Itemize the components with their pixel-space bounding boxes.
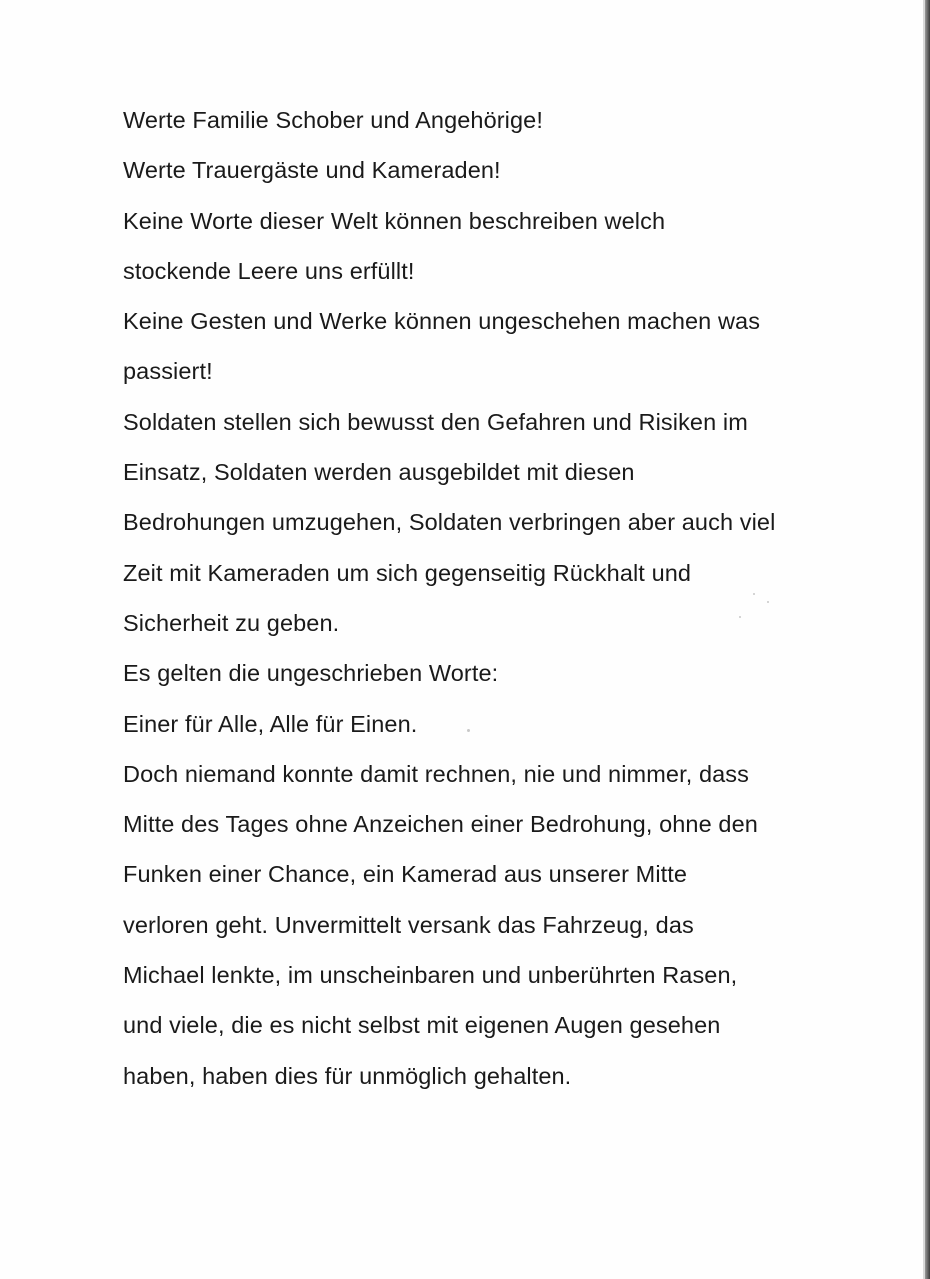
- text-line: haben, haben dies für unmöglich gehalten.: [123, 1062, 572, 1089]
- text-line: Zeit mit Kameraden um sich gegenseitig Rückhalt und: [123, 559, 692, 586]
- text-line: Doch niemand konnte damit rechnen, nie und nimmer, dass: [123, 760, 749, 787]
- scan-speck: [753, 593, 755, 595]
- text-line: Werte Familie Schober und Angehörige!: [123, 107, 543, 133]
- text-line: Michael lenkte, im unscheinbaren und unberührten Rasen,: [123, 962, 738, 989]
- text-line: Bedrohungen umzugehen, Soldaten verbringen aber auch viel: [123, 509, 776, 536]
- text-line: verloren geht. Unvermittelt versank das Fahrzeug, das: [123, 911, 694, 938]
- text-line: Sicherheit zu geben.: [123, 609, 340, 636]
- scan-border: [925, 0, 930, 1279]
- scan-speck: [467, 729, 470, 732]
- text-line: Mitte des Tages ohne Anzeichen einer Bedrohung, ohne den: [123, 811, 758, 838]
- text-line: Funken einer Chance, ein Kamerad aus unserer Mitte: [123, 861, 688, 888]
- scan-speck: [767, 601, 769, 603]
- text-line: passiert!: [123, 358, 213, 385]
- text-line: Soldaten stellen sich bewusst den Gefahren und Risiken im: [123, 408, 748, 435]
- text-line: Einer für Alle, Alle für Einen.: [123, 710, 418, 737]
- text-line: stockende Leere uns erfüllt!: [123, 257, 415, 284]
- scan-speck: [739, 616, 741, 618]
- text-line: und viele, die es nicht selbst mit eigenen Augen gesehen: [123, 1012, 721, 1039]
- letter-body: [123, 95, 843, 1101]
- text-line: Keine Gesten und Werke können ungeschehen machen was: [123, 308, 761, 335]
- text-line: Es gelten die ungeschrieben Worte:: [123, 660, 499, 687]
- text-line: Einsatz, Soldaten werden ausgebildet mit diesen: [123, 459, 635, 486]
- text-line: Keine Worte dieser Welt können beschreiben welch: [123, 207, 666, 234]
- text-line: Werte Trauergäste und Kameraden!: [123, 157, 501, 184]
